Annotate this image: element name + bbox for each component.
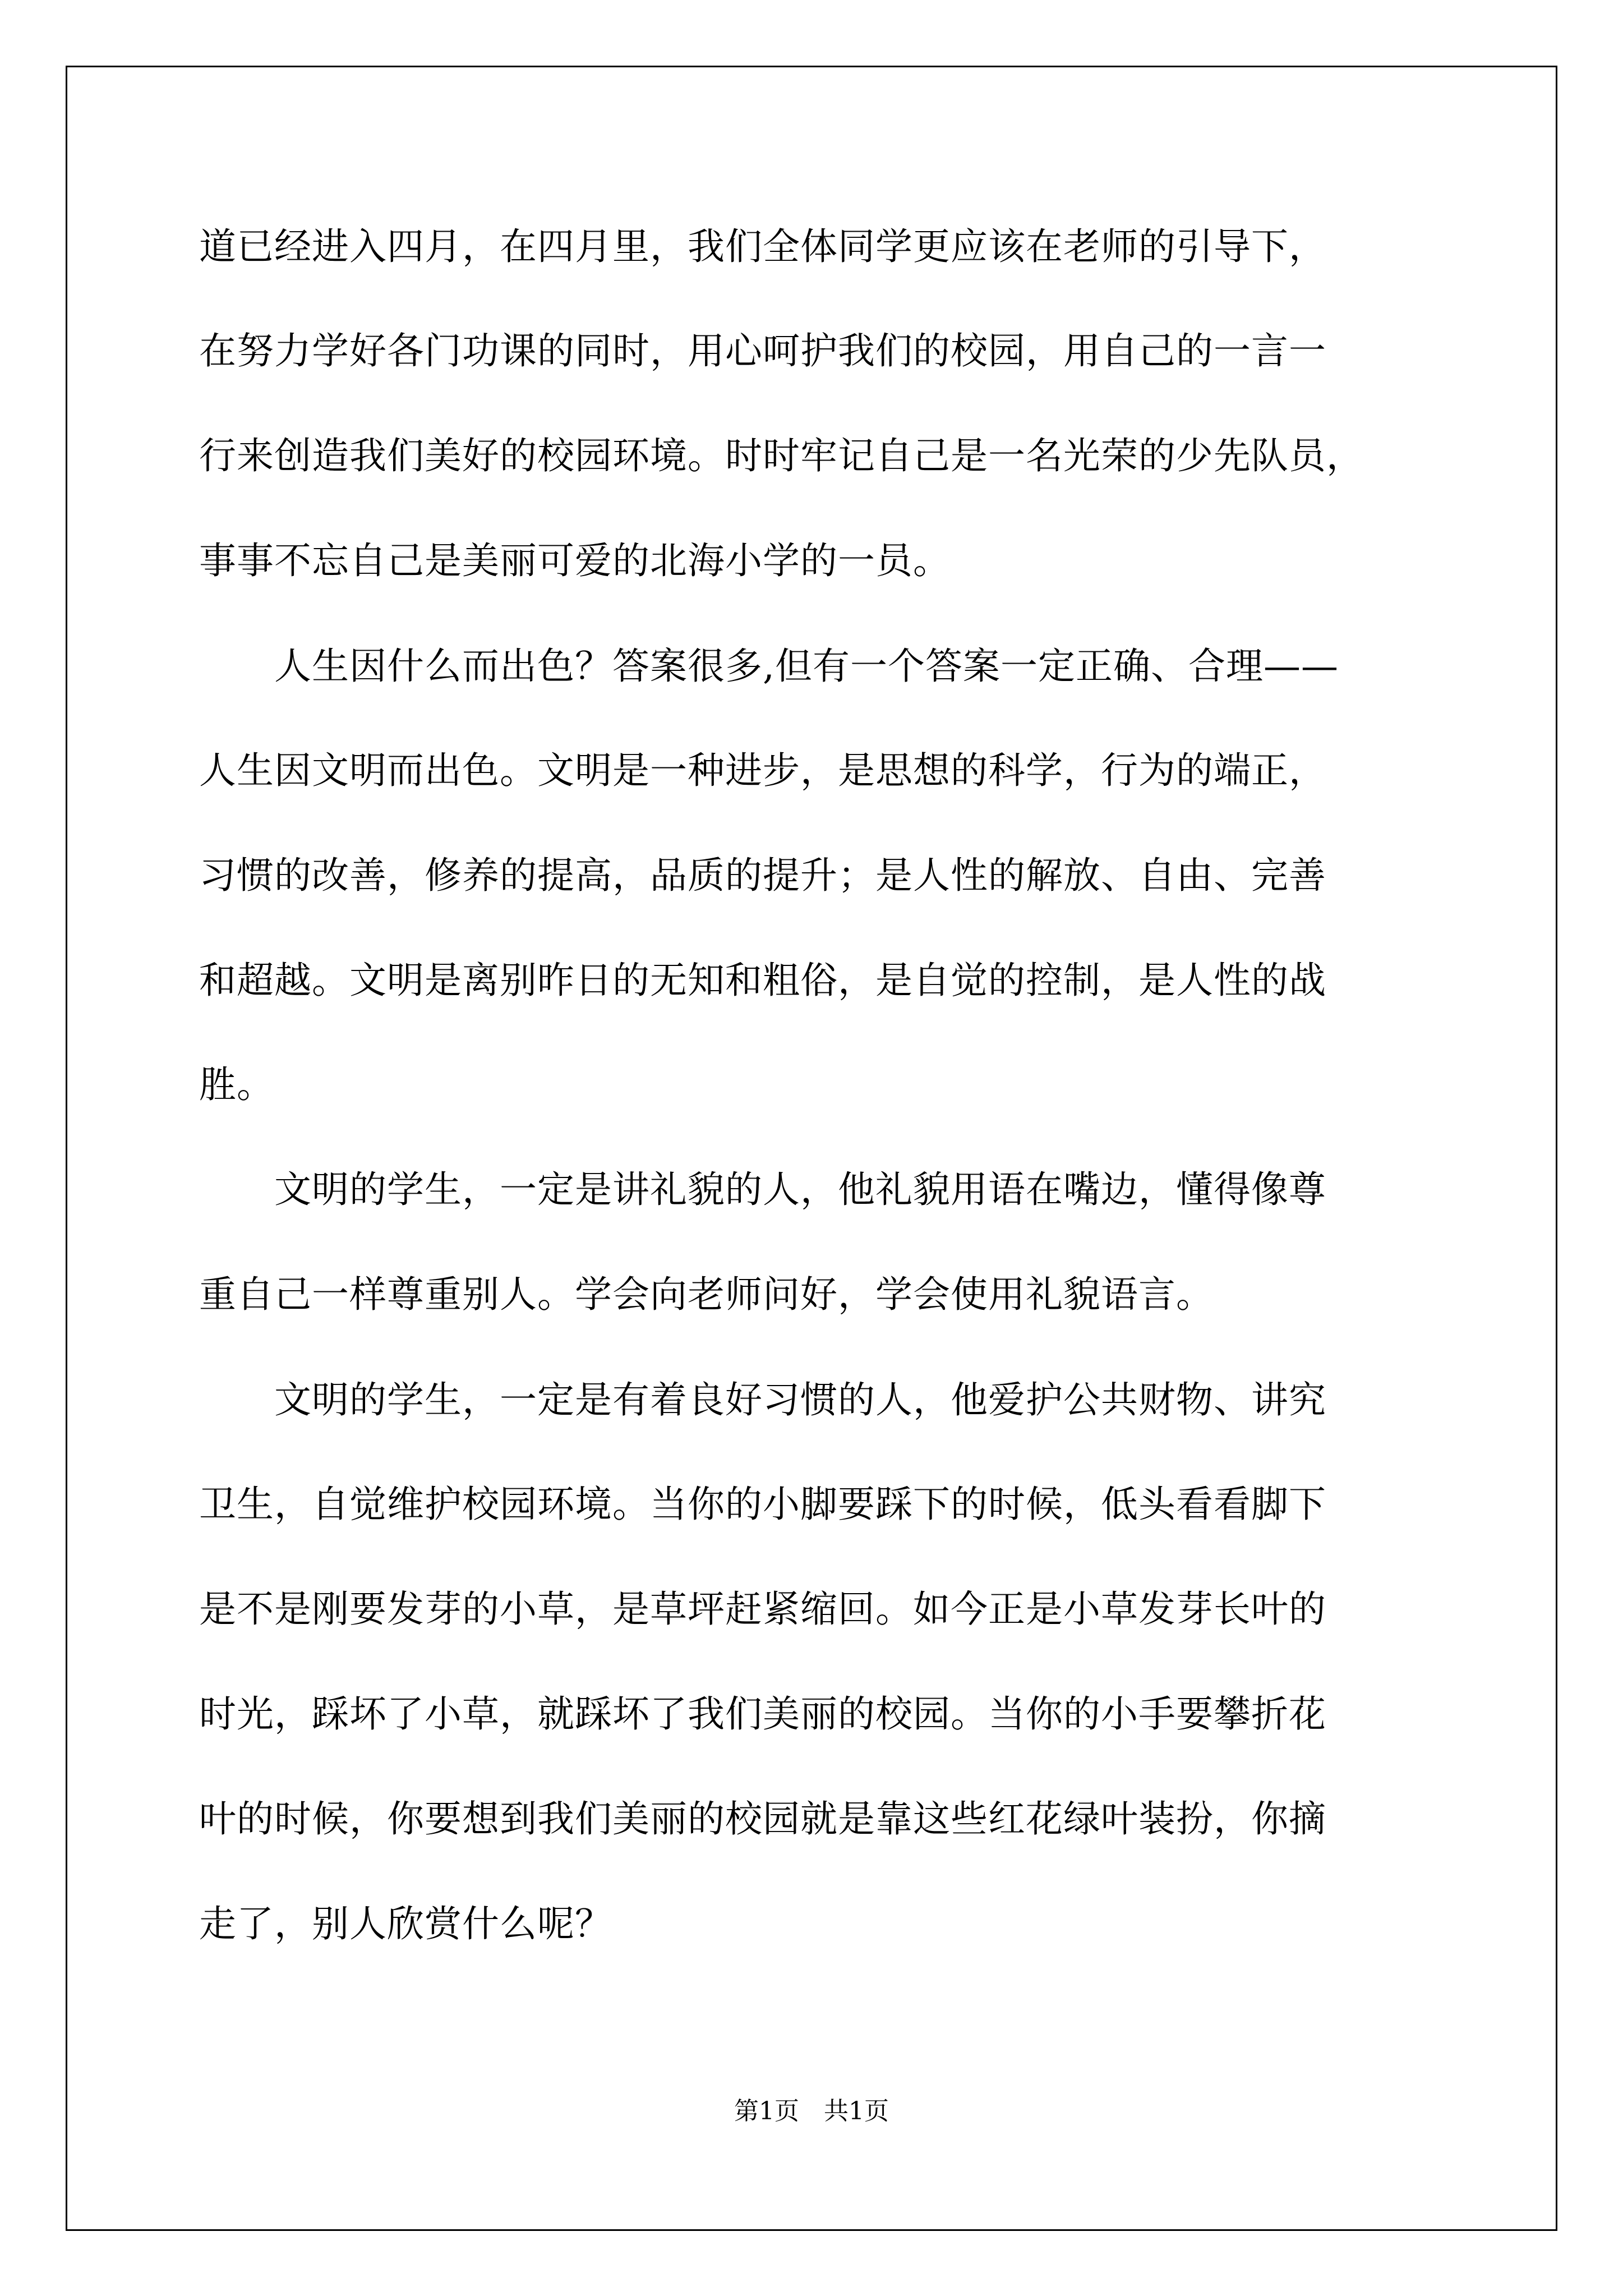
text-line: 走了，别人欣赏什么呢？ (199, 1902, 612, 1945)
text-line: 文明的学生，一定是讲礼貌的人，他礼貌用语在嘴边，懂得像尊 (199, 1168, 1326, 1211)
text-line: 重自己一样尊重别人。学会向老师问好，学会使用礼貌语言。 (199, 1273, 1214, 1316)
text-line: 卫生，自觉维护校园环境。当你的小脚要踩下的时候，低头看看脚下 (199, 1483, 1326, 1526)
text-line: 文明的学生，一定是有着良好习惯的人，他爱护公共财物、讲究 (199, 1378, 1326, 1421)
text-line: 是不是刚要发芽的小草，是草坪赶紧缩回。如今正是小草发芽长叶的 (199, 1588, 1326, 1631)
text-line: 胜。 (199, 1063, 274, 1106)
page-footer: 第1页 共1页 (734, 2097, 889, 2125)
text-line: 和超越。文明是离别昨日的无知和粗俗，是自觉的控制，是人性的战 (199, 959, 1326, 1002)
text-line: 道已经进入四月，在四月里，我们全体同学更应该在老师的引导下， (199, 225, 1326, 268)
text-line: 在努力学好各门功课的同时，用心呵护我们的校园，用自己的一言一 (199, 329, 1326, 372)
text-line: 习惯的改善，修养的提高，品质的提升；是人性的解放、自由、完善 (199, 854, 1326, 897)
text-line: 事事不忘自己是美丽可爱的北海小学的一员。 (199, 539, 951, 582)
text-line: 行来创造我们美好的校园环境。时时牢记自己是一名光荣的少先队员， (199, 434, 1364, 477)
text-line: 人生因什么而出色？答案很多,但有一个答案一定正确、合理—— (199, 645, 1339, 688)
text-line: 叶的时候，你要想到我们美丽的校园就是靠这些红花绿叶装扮，你摘 (199, 1797, 1326, 1841)
text-line: 人生因文明而出色。文明是一种进步，是思想的科学，行为的端正， (199, 749, 1326, 792)
text-line: 时光，踩坏了小草，就踩坏了我们美丽的校园。当你的小手要攀折花 (199, 1692, 1326, 1736)
